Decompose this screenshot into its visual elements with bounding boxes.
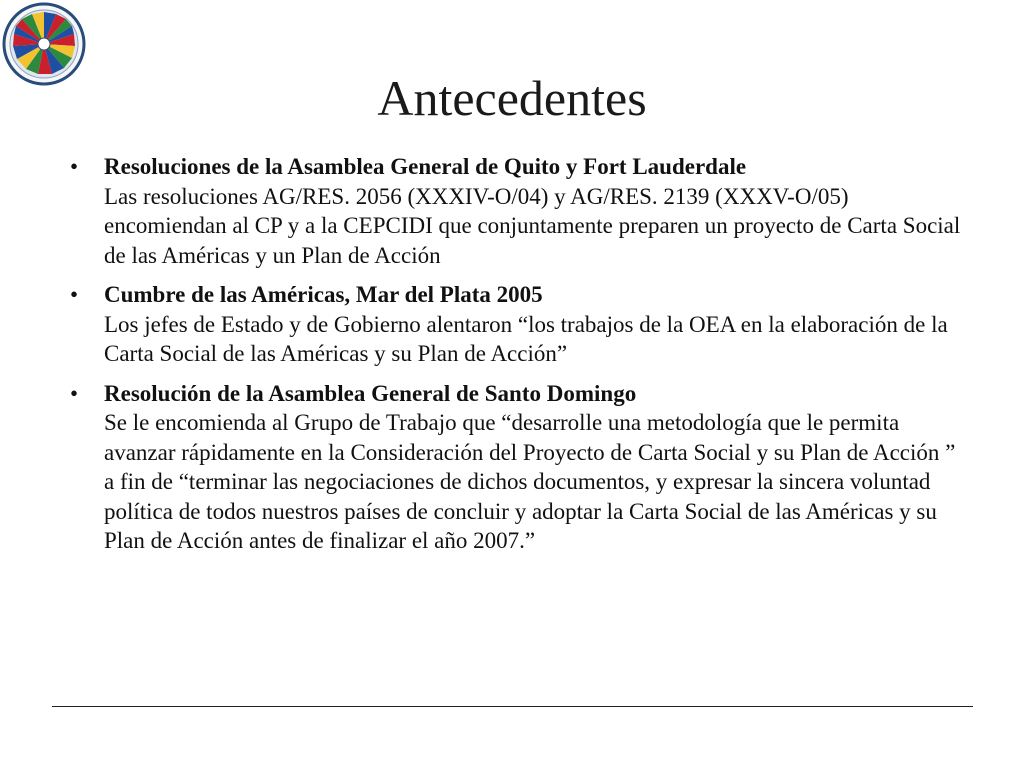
slide-title: Antecedentes [377,70,647,126]
bullet-list [68,152,968,566]
bullet-item [68,280,968,369]
footer-divider [52,706,973,707]
bullet-dot-icon: • [70,282,79,307]
bullet-heading: Resolución de la Asamblea General de Santo Domingo [104,380,637,406]
bullet-heading: Cumbre de las Américas, Mar del Plata 2005 [104,282,543,307]
bullet-body: Se le encomienda al Grupo de Trabajo que “desarrolle una metodología que le permita avanzar rápidamente en la Consideración del Proyecto de Carta Social y su Plan de Acción ” a fin de “terminar las negociaciones de dichos documentos, y expresar la sincera voluntad política de todos nuestros países de concluir y adoptar la Carta Social de las Américas y su Plan de Acción antes de finalizar el año 2007.” [104,410,956,553]
bullet-item [68,152,968,270]
bullet-body: Las resoluciones AG/RES. 2056 (XXXIV-O/04) y AG/RES. 2139 (XXXV-O/05) encomiendan al CP y a la CEPCIDI que conjuntamente preparen un proyecto de Carta Social de las Américas y un Plan de Acción [104,183,961,268]
bullet-dot-icon: • [70,380,79,406]
bullet-heading: Resoluciones de la Asamblea General de Quito y Fort Lauderdale [104,154,747,179]
bullet-dot-icon: • [70,154,79,179]
bullet-item [68,379,968,556]
bullet-body: Los jefes de Estado y de Gobierno alentaron “los trabajos de la OEA en la elaboración de la Carta Social de las Américas y su Plan de Acción” [104,311,948,366]
